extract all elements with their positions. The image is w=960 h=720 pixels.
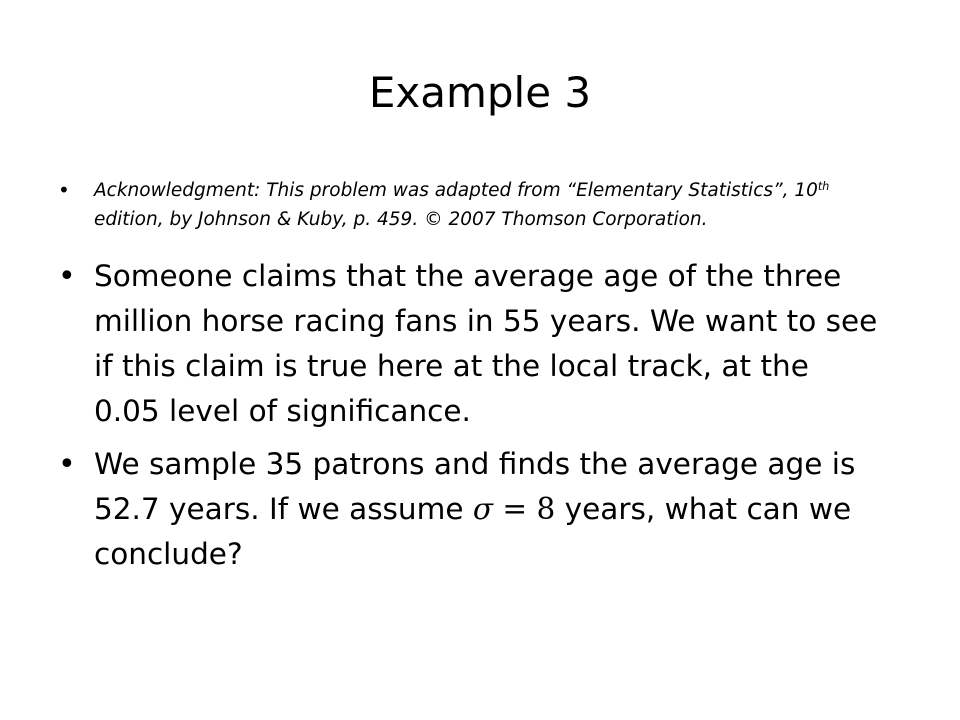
- acknowledgment-text-end: edition, by Johnson & Kuby, p. 459. © 2007 Thomson Corporation.: [94, 209, 708, 230]
- sigma-symbol: σ: [472, 492, 494, 526]
- bullet-claim: [58, 254, 878, 434]
- sigma-equation: [473, 492, 555, 526]
- bullet-list: [58, 176, 878, 585]
- equals-sign: =: [493, 492, 537, 526]
- edition-superscript: th: [817, 179, 830, 193]
- slide-title: Example 3: [368, 68, 592, 117]
- bullet-marker: •: [58, 259, 76, 294]
- bullet-acknowledgment: [58, 176, 878, 234]
- sigma-value: 8: [536, 492, 556, 526]
- bullet-marker: •: [58, 447, 76, 482]
- bullet-sample: [58, 442, 878, 577]
- bullet-marker: •: [58, 178, 70, 202]
- sample-text-start: We sample 35 patrons and finds the average age is 52.7 years. If we assume: [94, 447, 856, 526]
- sample-text-end: years, what can we conclude?: [94, 492, 852, 571]
- claim-text: Someone claims that the average age of the three million horse racing fans in 55 years. We want to see if this claim is true here at the local track, at the 0.05 level of significance.: [94, 259, 878, 428]
- acknowledgment-text-start: Acknowledgment: This problem was adapted from “Elementary Statistics”, 10: [94, 180, 818, 201]
